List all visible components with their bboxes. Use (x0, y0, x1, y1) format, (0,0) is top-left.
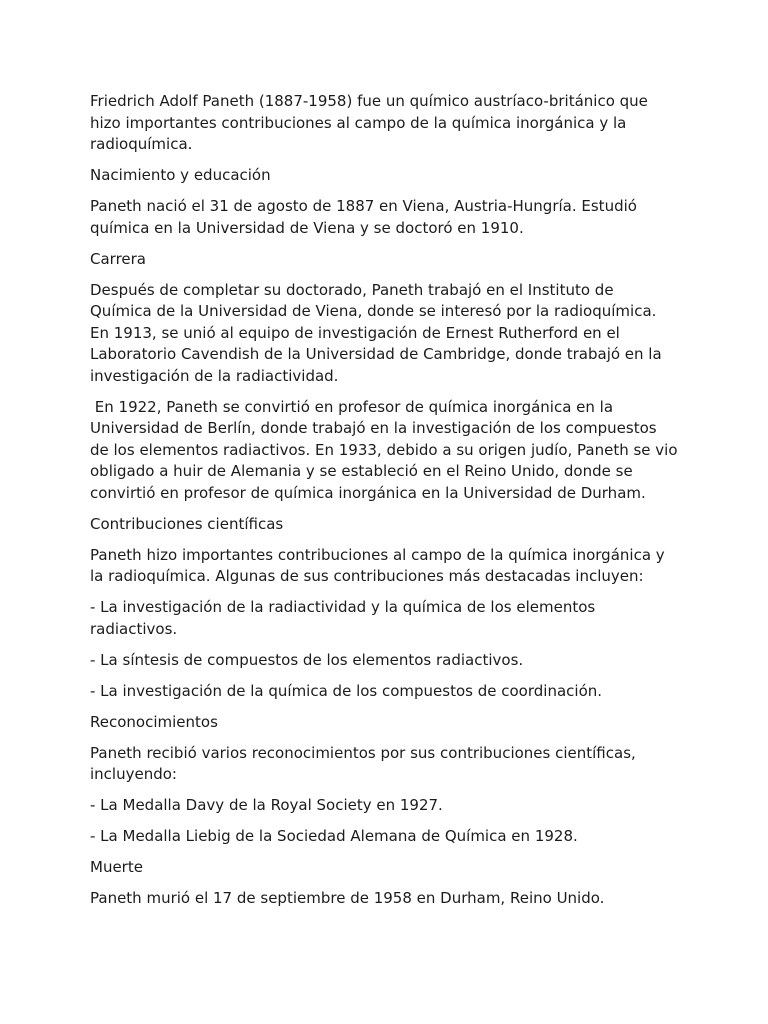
career-paragraph-1: Después de completar su doctorado, Paneth trabajó en el Instituto de Química de la Universidad de Viena, donde se interesó por la radioquímica. En 1913, se unió al equipo de investigación de Ernest Rutherford en el Laboratorio Cavendish de la Universidad de Cambridge, donde trabajó en la investigación de la radiactividad. (90, 280, 662, 385)
contribution-item: - La investigación de la química de los compuestos de coordinación. (90, 681, 603, 700)
section-heading-death: Muerte (90, 858, 143, 876)
document-page (90, 91, 683, 919)
section-heading-career: Carrera (90, 249, 146, 268)
death-paragraph: Paneth murió el 17 de septiembre de 1958 en Durham, Reino Unido. (90, 889, 605, 907)
section-heading-contributions: Contribuciones científicas (90, 514, 284, 533)
recognitions-paragraph: Paneth recibió varios reconocimientos por sus contribuciones científicas, incluyendo: (90, 743, 636, 783)
birth-education-paragraph: Paneth nació el 31 de agosto de 1887 en Viena, Austria-Hungría. Estudió química en la Universidad de Viena y se doctoró en 1910. (90, 197, 637, 237)
recognition-item: - La Medalla Liebig de la Sociedad Alemana de Química en 1928. (90, 827, 578, 845)
recognition-item: - La Medalla Davy de la Royal Society en 1927. (90, 796, 443, 814)
contribution-item: - La investigación de la radiactividad y la química de los elementos radiactivos. (90, 598, 596, 638)
contributions-paragraph: Paneth hizo importantes contribuciones al campo de la química inorgánica y la radioquímica. Algunas de sus contribuciones más destacadas incluyen: (90, 545, 665, 585)
section-heading-birth-education: Nacimiento y educación (90, 166, 271, 184)
intro-paragraph: Friedrich Adolf Paneth (1887-1958) fue un químico austríaco-británico que hizo importantes contribuciones al campo de la química inorgánica y la radioquímica. (90, 92, 648, 153)
contribution-item: - La síntesis de compuestos de los elementos radiactivos. (90, 650, 524, 669)
career-paragraph-2: En 1922, Paneth se convirtió en profesor de química inorgánica en la Universidad de Berlín, donde trabajó en la investigación de los compuestos de los elementos radiactivos. En 1933, debido a su origen judío, Paneth se vio obligado a huir de Alemania y se estableció en el Reino Unido, donde se convirtió en profesor de química inorgánica en la Universidad de Durham. (90, 397, 683, 502)
section-heading-recognitions: Reconocimientos (90, 712, 218, 731)
